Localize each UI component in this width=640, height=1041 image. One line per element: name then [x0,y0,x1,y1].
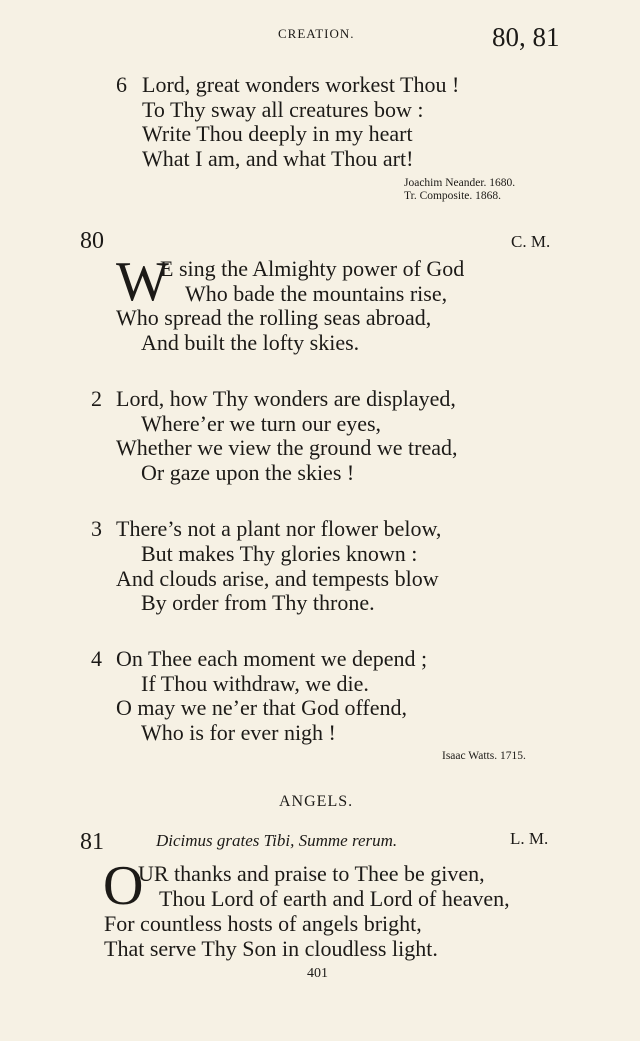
verse-line: E sing the Almighty power of God [160,256,465,281]
verse-line: There’s not a plant nor flower below, [116,516,442,541]
hymn-latin-title: Dicimus grates Tibi, Summe rerum. [156,831,398,850]
verse-line: And built the lofty skies. [141,330,360,355]
hymn-number: 81 [80,829,104,855]
verse-line: Who is for ever nigh ! [141,720,336,745]
verse-line: Where’er we turn our eyes, [141,411,382,436]
verse-line: But makes Thy glories known : [141,541,418,566]
hymn-meter: C. M. [511,232,551,251]
verse-line: By order from Thy throne. [141,590,375,615]
running-header-title: CREATION. [278,26,355,41]
stanza-number: 3 [91,516,102,541]
stanza-number: 4 [91,646,102,671]
drop-cap: O [103,855,144,917]
verse-line: Or gaze upon the skies ! [141,460,355,485]
verse-line: Who bade the mountains rise, [185,281,448,306]
author-attribution: Joachim Neander. 1680. [404,177,516,189]
verse-line: To Thy sway all creatures bow : [142,97,424,122]
verse-line: That serve Thy Son in cloudless light. [104,936,438,961]
page-number: 401 [307,966,328,981]
running-header-page-numbers: 80, 81 [492,22,560,52]
author-attribution: Isaac Watts. 1715. [442,750,526,762]
verse-line: O may we ne’er that God offend, [116,695,407,720]
hymn-number: 80 [80,228,104,254]
stanza-number: 2 [91,386,102,411]
verse-line: Write Thou deeply in my heart [142,121,413,146]
stanza-number: 6 [116,72,127,97]
translator-attribution: Tr. Composite. 1868. [404,190,502,202]
hymn-meter: L. M. [510,829,549,848]
verse-line: And clouds arise, and tempests blow [116,566,439,591]
verse-line: Lord, great wonders workest Thou ! [142,72,460,97]
verse-line: Who spread the rolling seas abroad, [116,305,432,330]
verse-line: On Thee each moment we depend ; [116,646,428,671]
section-heading: ANGELS. [279,793,354,810]
verse-line: What I am, and what Thou art! [142,146,414,171]
verse-line: For countless hosts of angels bright, [104,911,422,936]
verse-line: If Thou withdraw, we die. [141,671,369,696]
verse-line: Lord, how Thy wonders are displayed, [116,386,456,411]
drop-cap: W [116,251,169,313]
verse-line: Thou Lord of earth and Lord of heaven, [159,886,510,911]
verse-line: UR thanks and praise to Thee be given, [138,861,485,886]
verse-line: Whether we view the ground we tread, [116,435,458,460]
